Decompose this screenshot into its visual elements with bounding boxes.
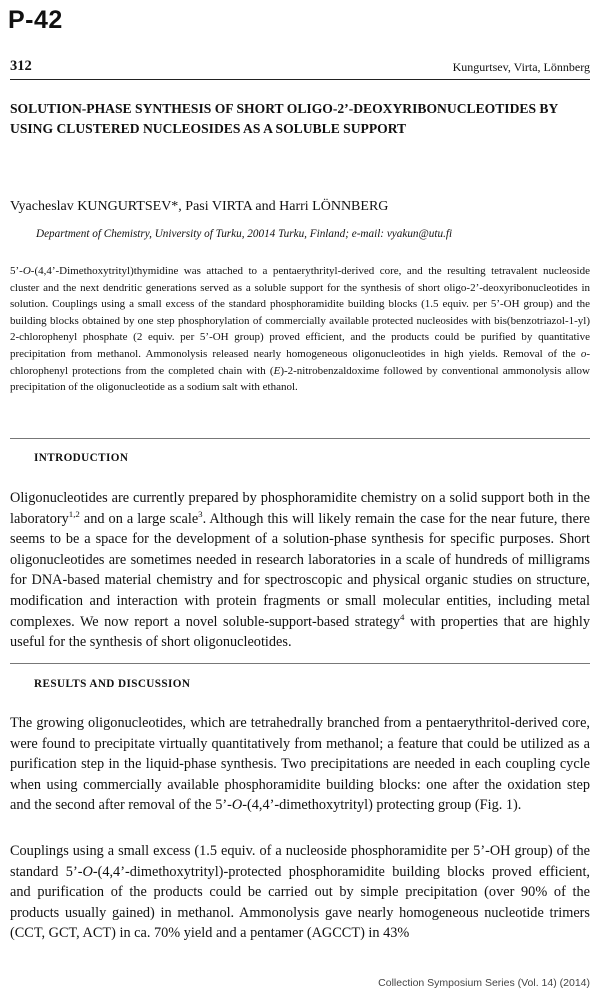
results-paragraph-2: Couplings using a small excess (1.5 equiv. of a nucleoside phosphoramidite per 5’-OH group) of the standard 5’-O-(4,4’-dimethoxytrityl)-protected phosphoramidite building blocks proved efficient, and purification of the products could be carried out by simple precipitation (over 90% of the products usually gained) in methanol. Ammonolysis gave nearly homogeneous nucleotide trimers (CCT, GCT, ACT) in ca. 70% yield and a pentamer (AGCCT) in 43% <box>10 843 590 942</box>
footer-series: Collection Symposium Series (Vol. 14) (2014) <box>378 977 590 989</box>
page-number: 312 <box>10 58 32 74</box>
paper-title: SOLUTION-PHASE SYNTHESIS OF SHORT OLIGO-2’-DEOXYRIBONUCLEOTIDES BY USING CLUSTERED NUCLEOSIDES AS A SOLUBLE SUPPORT <box>10 101 558 136</box>
poster-id: P-42 <box>8 6 63 34</box>
introduction-heading: INTRODUCTION <box>34 452 129 464</box>
results-heading: RESULTS AND DISCUSSION <box>34 678 191 690</box>
section-divider <box>10 438 590 439</box>
author-list: Vyacheslav KUNGURTSEV*, Pasi VIRTA and Harri LÖNNBERG <box>10 199 389 214</box>
section-divider <box>10 663 590 664</box>
results-paragraph-1: The growing oligonucleotides, which are tetrahedrally branched from a pentaerythritol-derived core, were found to precipitate virtually quantitatively from methanol; a feature that could be utilized as a purification step in the liquid-phase synthesis. Two precipitations are needed in each coupling cycle when using commercially available phosphoramidite building blocks: one after the oxidation step and the second after removal of the 5’-O-(4,4’-dimethoxytrityl) protecting group (Fig. 1). <box>10 715 590 814</box>
affiliation: Department of Chemistry, University of Turku, 20014 Turku, Finland; e-mail: vyakun@utu.fi <box>36 228 453 240</box>
running-header <box>10 57 590 80</box>
running-title: Kungurtsev, Virta, Lönnberg <box>452 60 590 74</box>
abstract: 5’-O-(4,4’-Dimethoxytrityl)thymidine was attached to a pentaerythrityl-derived core, and the resulting tetravalent nucleoside cluster and the next dendritic generations served as a soluble support for the synthesis of short oligo-2’-deoxyribonucleotides in solution. Couplings using a small excess of the standard phosphoramidite building blocks (1.5 equiv. per 5’-OH group) and the building blocks obtained by one step phosphorylation of commercially available protected nucleosides with bis(benzotriazol-1-yl) 2-chlorophenyl phosphate (2 equiv. per 5’-OH group) proved efficient, and the products could be purified by quantitative precipitation from methanol. Ammonolysis released nearly homogeneous oligonucleotides in high yields. Removal of the o-chlorophenyl protections from the completed chain with (E)-2-nitrobenzaldoxime followed by conventional ammonolysis allow precipitation of the oligonucleotide as a sodium salt with ethanol. <box>10 265 590 394</box>
introduction-paragraph: Oligonucleotides are currently prepared by phosphoramidite chemistry on a solid support both in the laboratory$^{1,2}$ and on a large scale$^3$. Although this will likely remain the case for the near future, there seems to be a space for the development of a solution-phase synthesis for specific purposes. Short oligonucleotides are sometimes needed in research laboratories in a scale of hundreds of milligrams for DNA-based material chemistry and for spectroscopic and physical organic studies on structure, modification and interaction with protein fragments or small molecular entities, including metal complexes. We now report a novel soluble-support-based strategy$^4$ with properties that are highly useful for the synthesis of short oligonucleotides. <box>10 490 590 651</box>
